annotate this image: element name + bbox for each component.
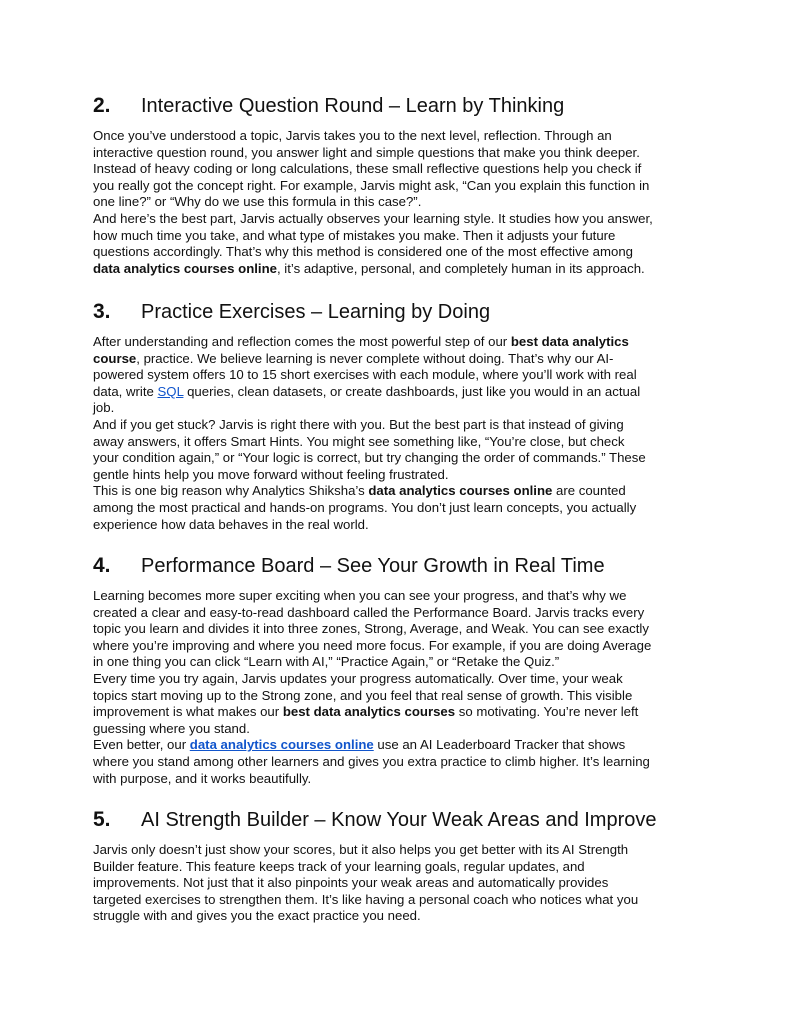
section-number: 4. <box>93 554 111 577</box>
section-heading <box>93 806 713 836</box>
section-practice-exercises <box>93 298 713 533</box>
text-run: improvement is what makes our <box>93 704 283 720</box>
text-run: queries, clean datasets, or create dashboards, just like you would in an actual <box>183 383 641 399</box>
section-heading <box>93 552 713 582</box>
paragraph-line: Every time you try again, Jarvis updates your progress automatically. Over time, your weak <box>93 670 623 686</box>
paragraph-line: Builder feature. This feature keeps track of your learning goals, regular updates, and <box>93 858 585 874</box>
paragraph-line <box>93 261 713 278</box>
paragraph-line: improvements. Not just that it also pinpoints your weak areas and automatically provides <box>93 875 609 891</box>
text-run: After understanding and reflection comes the most powerful step of our <box>93 334 511 349</box>
paragraph-line: with purpose, and it works beautifully. <box>93 770 312 786</box>
section-heading <box>93 92 713 122</box>
paragraph-line: Instead of heavy coding or long calculations, these small reflective questions help you check if <box>93 161 642 177</box>
paragraph-line <box>93 737 713 754</box>
paragraph-line: questions accordingly. That’s why this method is considered one of the most effective among <box>93 244 634 260</box>
paragraph-line <box>93 351 713 368</box>
sql-link[interactable]: SQL <box>157 383 184 399</box>
section-title: AI Strength Builder – Know Your Weak Areas and Improve <box>141 809 657 831</box>
paragraph-line: topics start moving up to the Strong zone, and you feel that real sense of growth. This visible <box>93 687 633 703</box>
bold-keyword: data analytics courses online <box>368 483 553 499</box>
section-title: Interactive Question Round – Learn by Thinking <box>141 95 565 117</box>
section-ai-strength-builder <box>93 806 713 925</box>
paragraph-line: how much time you take, and what type of mistakes you make. Then it adjusts your future <box>93 227 616 243</box>
section-interactive-question-round <box>93 92 713 277</box>
paragraph-line: one line?” or “Why do we use this formula in this case?”. <box>93 194 422 210</box>
data-analytics-courses-link[interactable]: data analytics courses online <box>189 737 374 753</box>
paragraph-line <box>93 704 713 721</box>
paragraph-line: targeted exercises to strengthen them. It’s like having a personal coach who notices what you <box>93 891 639 907</box>
paragraph-line: experience how data behaves in the real world. <box>93 516 369 532</box>
paragraph-line: among the most practical and hands-on programs. You don’t just learn concepts, you actually <box>93 499 637 515</box>
text-run: are counted <box>552 483 626 499</box>
paragraph-line: gentle hints help you move forward without feeling frustrated. <box>93 466 449 482</box>
paragraph-line: struggle with and gives you the exact practice you need. <box>93 908 421 924</box>
paragraph-line <box>93 334 713 351</box>
text-run: Even better, our <box>93 737 190 753</box>
section-number: 5. <box>93 808 111 831</box>
paragraph-line: where you’re improving and where you need more focus. For example, if you are doing Average <box>93 637 652 653</box>
paragraph-line: where you stand among other learners and gives you extra practice to climb higher. It’s learning <box>93 753 650 769</box>
paragraph-line: Once you’ve understood a topic, Jarvis takes you to the next level, reflection. Through an <box>93 128 612 143</box>
bold-keyword: course <box>93 350 137 366</box>
text-run: so motivating. You’re never left <box>455 704 639 720</box>
paragraph-line: interactive question round, you answer light and simple questions that make you think deeper. <box>93 144 640 160</box>
paragraph-line: And here’s the best part, Jarvis actually observes your learning style. It studies how you answer, <box>93 210 653 226</box>
paragraph-line <box>93 483 713 500</box>
text-run: data, write <box>93 383 158 399</box>
text-run: , it’s adaptive, personal, and completely human in its approach. <box>276 260 645 276</box>
bold-keyword: data analytics courses online <box>93 260 277 276</box>
paragraph-line: in one thing you can click “Learn with AI,” “Practice Again,” or “Retake the Quiz.” <box>93 654 560 670</box>
section-title: Performance Board – See Your Growth in Real Time <box>141 555 605 577</box>
bold-keyword: best data analytics <box>510 334 629 349</box>
paragraph-line: created a clear and easy-to-read dashboard called the Performance Board. Jarvis tracks every <box>93 604 645 620</box>
paragraph-line: topic you learn and divides it into three zones, Strong, Average, and Weak. You can see exactly <box>93 621 649 637</box>
text-run: , practice. We believe learning is never complete without doing. That’s why our AI- <box>136 350 614 366</box>
section-number: 2. <box>93 94 111 117</box>
paragraph-line: Jarvis only doesn’t just show your scores, but it also helps you get better with its AI Strength <box>93 842 629 857</box>
paragraph-line: Learning becomes more super exciting when you can see your progress, and that’s why we <box>93 588 627 603</box>
paragraph-line: guessing where you stand. <box>93 720 250 736</box>
section-title: Practice Exercises – Learning by Doing <box>141 301 491 323</box>
section-heading <box>93 298 713 328</box>
paragraph-line: job. <box>93 400 115 416</box>
paragraph-line: your condition again,” or “Your logic is correct, but try changing the order of commands.” These <box>93 450 646 466</box>
text-run: use an AI Leaderboard Tracker that shows <box>373 737 626 753</box>
paragraph-line: powered system offers 10 to 15 short exercises with each module, where you’ll work with real <box>93 367 637 383</box>
text-run: This is one big reason why Analytics Shiksha’s <box>93 483 369 499</box>
section-number: 3. <box>93 300 111 323</box>
section-performance-board <box>93 552 713 787</box>
bold-keyword: best data analytics courses <box>282 704 456 720</box>
paragraph-line: you really got the concept right. For example, Jarvis might ask, “Can you explain this function in <box>93 177 650 193</box>
paragraph-line: away answers, it offers Smart Hints. You might see something like, “You’re close, but check <box>93 433 625 449</box>
paragraph-line <box>93 384 713 401</box>
paragraph-line: And if you get stuck? Jarvis is right there with you. But the best part is that instead of giving <box>93 416 624 432</box>
